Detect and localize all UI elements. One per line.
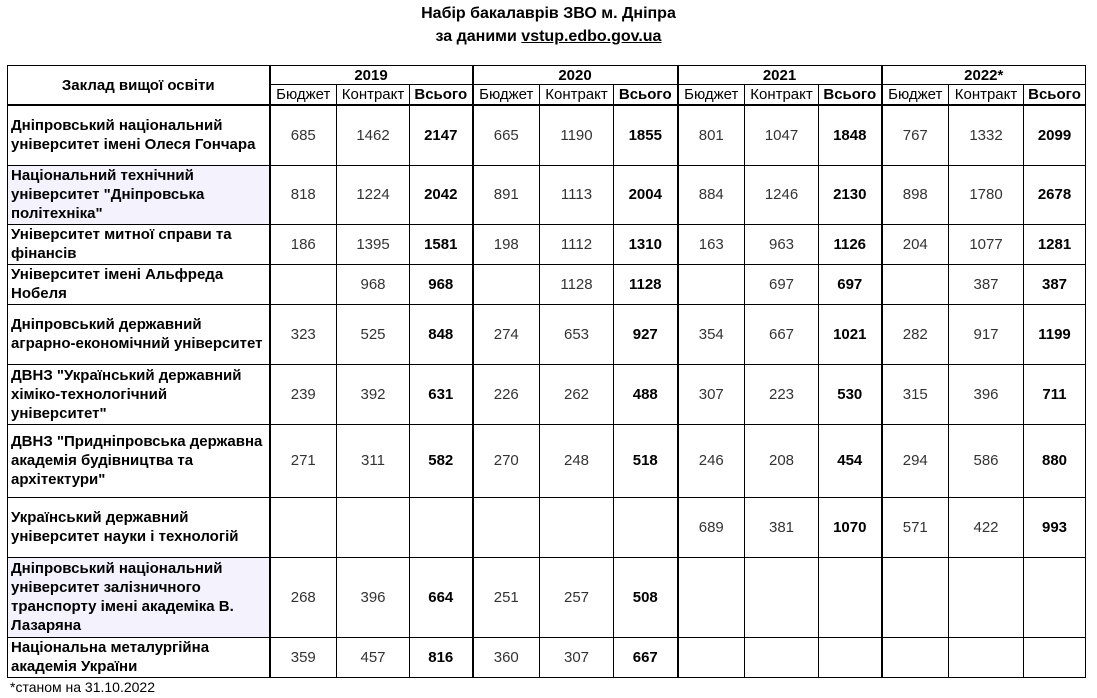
contract-cell: 1224	[337, 165, 410, 224]
total-cell: 518	[614, 424, 678, 497]
budget-cell: 204	[882, 224, 949, 264]
budget-cell: 294	[882, 424, 949, 497]
total-cell: 880	[1024, 424, 1086, 497]
total-cell: 1581	[410, 224, 473, 264]
budget-cell: 239	[270, 364, 337, 424]
table-row	[8, 105, 1086, 165]
budget-cell	[678, 557, 745, 637]
year-header: 2021	[678, 66, 882, 85]
budget-cell	[678, 264, 745, 304]
contract-cell: 653	[540, 304, 614, 364]
total-cell: 387	[1024, 264, 1086, 304]
contract-cell: 422	[949, 497, 1024, 557]
total-cell: 2130	[819, 165, 882, 224]
total-cell: 508	[614, 557, 678, 637]
budget-cell: 818	[270, 165, 337, 224]
total-cell: 664	[410, 557, 473, 637]
budget-cell: 198	[473, 224, 540, 264]
contract-cell: 248	[540, 424, 614, 497]
contract-cell: 1332	[949, 105, 1024, 165]
total-cell: 631	[410, 364, 473, 424]
budget-cell: 323	[270, 304, 337, 364]
total-cell: 1070	[819, 497, 882, 557]
contract-cell: 223	[745, 364, 819, 424]
total-cell: 1281	[1024, 224, 1086, 264]
contract-header: Контракт	[949, 85, 1024, 106]
total-cell	[410, 497, 473, 557]
budget-cell: 270	[473, 424, 540, 497]
contract-cell: 457	[337, 637, 410, 677]
table-row	[8, 637, 1086, 677]
total-cell: 1310	[614, 224, 678, 264]
institution-name: Дніпровський державний аграрно-економічний університет	[8, 304, 270, 364]
contract-cell: 1047	[745, 105, 819, 165]
total-cell	[1024, 637, 1086, 677]
budget-cell: 685	[270, 105, 337, 165]
contract-cell: 697	[745, 264, 819, 304]
budget-cell: 307	[678, 364, 745, 424]
contract-cell: 307	[540, 637, 614, 677]
contract-cell	[949, 637, 1024, 677]
total-cell: 1128	[614, 264, 678, 304]
budget-cell: 268	[270, 557, 337, 637]
budget-cell	[882, 637, 949, 677]
institution-name: Український державний університет науки і технологій	[8, 497, 270, 557]
budget-cell	[473, 264, 540, 304]
contract-cell: 968	[337, 264, 410, 304]
contract-cell: 311	[337, 424, 410, 497]
contract-cell: 1113	[540, 165, 614, 224]
budget-cell: 186	[270, 224, 337, 264]
table-row	[8, 424, 1086, 497]
budget-cell: 884	[678, 165, 745, 224]
total-cell	[819, 557, 882, 637]
total-cell: 927	[614, 304, 678, 364]
budget-cell: 767	[882, 105, 949, 165]
budget-cell	[270, 497, 337, 557]
contract-cell: 1128	[540, 264, 614, 304]
budget-header: Бюджет	[270, 85, 337, 106]
contract-cell	[337, 497, 410, 557]
total-cell: 454	[819, 424, 882, 497]
total-header: Всього	[1024, 85, 1086, 106]
total-cell: 816	[410, 637, 473, 677]
table-row	[8, 497, 1086, 557]
budget-cell: 246	[678, 424, 745, 497]
contract-cell: 387	[949, 264, 1024, 304]
total-cell: 2678	[1024, 165, 1086, 224]
subtitle-prefix: за даними	[435, 28, 517, 45]
total-cell	[614, 497, 678, 557]
institution-name: ДВНЗ "Придніпровська державна академія будівництва та архітектури"	[8, 424, 270, 497]
contract-cell: 1780	[949, 165, 1024, 224]
total-header: Всього	[819, 85, 882, 106]
total-cell: 667	[614, 637, 678, 677]
contract-cell: 525	[337, 304, 410, 364]
institution-name: ДВНЗ "Український державний хіміко-технологічний університет"	[8, 364, 270, 424]
footnote: *станом на 31.10.2022	[10, 679, 155, 695]
total-cell: 488	[614, 364, 678, 424]
contract-cell: 1190	[540, 105, 614, 165]
institution-name: Дніпровський національний університет залізничного транспорту імені академіка В. Лазаряна	[8, 557, 270, 637]
contract-cell: 396	[337, 557, 410, 637]
budget-cell: 271	[270, 424, 337, 497]
contract-cell: 586	[949, 424, 1024, 497]
budget-cell: 251	[473, 557, 540, 637]
year-header: 2020	[473, 66, 678, 85]
contract-header: Контракт	[337, 85, 410, 106]
budget-cell: 801	[678, 105, 745, 165]
budget-cell	[473, 497, 540, 557]
total-header: Всього	[614, 85, 678, 106]
contract-cell: 1246	[745, 165, 819, 224]
total-cell: 2099	[1024, 105, 1086, 165]
total-cell	[819, 637, 882, 677]
contract-cell: 1112	[540, 224, 614, 264]
contract-cell: 208	[745, 424, 819, 497]
budget-header: Бюджет	[678, 85, 745, 106]
institution-name: Дніпровський національний університет імені Олеся Гончара	[8, 105, 270, 165]
total-cell: 1855	[614, 105, 678, 165]
contract-cell	[745, 557, 819, 637]
total-cell: 993	[1024, 497, 1086, 557]
year-header-row	[8, 66, 1086, 85]
contract-cell: 381	[745, 497, 819, 557]
budget-cell: 571	[882, 497, 949, 557]
budget-cell: 898	[882, 165, 949, 224]
budget-cell: 226	[473, 364, 540, 424]
budget-cell: 665	[473, 105, 540, 165]
admissions-table	[7, 65, 1086, 678]
total-cell: 848	[410, 304, 473, 364]
source-link[interactable]: vstup.edbo.gov.ua	[521, 28, 662, 45]
contract-cell	[949, 557, 1024, 637]
total-cell: 2042	[410, 165, 473, 224]
contract-cell	[540, 497, 614, 557]
total-cell: 2147	[410, 105, 473, 165]
total-cell: 2004	[614, 165, 678, 224]
contract-cell: 667	[745, 304, 819, 364]
contract-cell: 1077	[949, 224, 1024, 264]
total-cell: 968	[410, 264, 473, 304]
page-title: Набір бакалаврів ЗВО м. Дніпра	[421, 5, 676, 22]
contract-cell: 396	[949, 364, 1024, 424]
contract-cell: 917	[949, 304, 1024, 364]
total-cell: 1848	[819, 105, 882, 165]
contract-cell: 963	[745, 224, 819, 264]
budget-cell	[882, 557, 949, 637]
total-cell	[1024, 557, 1086, 637]
contract-header: Контракт	[745, 85, 819, 106]
contract-cell: 1462	[337, 105, 410, 165]
table-row	[8, 557, 1086, 637]
budget-cell: 163	[678, 224, 745, 264]
budget-header: Бюджет	[473, 85, 540, 106]
table-row	[8, 364, 1086, 424]
contract-cell: 392	[337, 364, 410, 424]
total-cell: 1126	[819, 224, 882, 264]
total-cell: 530	[819, 364, 882, 424]
total-cell: 1021	[819, 304, 882, 364]
table-row	[8, 165, 1086, 224]
page-subtitle	[0, 26, 1097, 47]
budget-cell: 689	[678, 497, 745, 557]
total-cell: 697	[819, 264, 882, 304]
budget-cell: 891	[473, 165, 540, 224]
total-cell: 711	[1024, 364, 1086, 424]
budget-cell	[270, 264, 337, 304]
budget-cell: 315	[882, 364, 949, 424]
total-cell: 582	[410, 424, 473, 497]
table-body	[8, 105, 1086, 677]
budget-cell	[882, 264, 949, 304]
year-header: 2019	[270, 66, 473, 85]
total-header: Всього	[410, 85, 473, 106]
table-row	[8, 304, 1086, 364]
budget-cell: 274	[473, 304, 540, 364]
budget-cell: 359	[270, 637, 337, 677]
institution-name: Університет імені Альфреда Нобеля	[8, 264, 270, 304]
contract-cell: 1395	[337, 224, 410, 264]
total-cell: 1199	[1024, 304, 1086, 364]
budget-cell: 282	[882, 304, 949, 364]
contract-header: Контракт	[540, 85, 614, 106]
budget-cell	[678, 637, 745, 677]
table-row	[8, 264, 1086, 304]
institution-column-header: Заклад вищої освіти	[8, 66, 270, 106]
institution-name: Університет митної справи та фінансів	[8, 224, 270, 264]
institution-name: Національний технічний університет "Дніпровська політехніка"	[8, 165, 270, 224]
contract-cell: 257	[540, 557, 614, 637]
year-header: 2022*	[882, 66, 1086, 85]
budget-cell: 354	[678, 304, 745, 364]
contract-cell: 262	[540, 364, 614, 424]
contract-cell	[745, 637, 819, 677]
budget-cell: 360	[473, 637, 540, 677]
institution-name: Національна металургійна академія України	[8, 637, 270, 677]
budget-header: Бюджет	[882, 85, 949, 106]
table-row	[8, 224, 1086, 264]
